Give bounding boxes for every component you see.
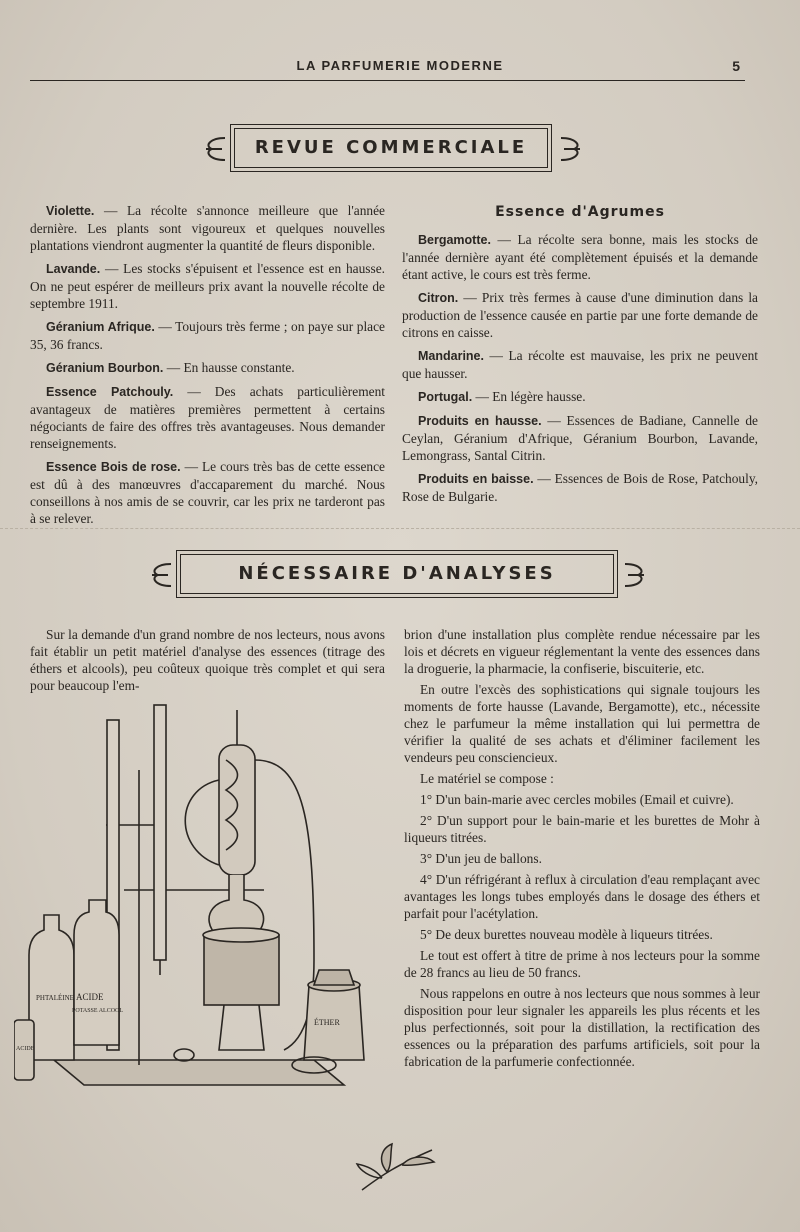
revue-right-column <box>402 204 758 511</box>
agrumes-entry <box>402 388 758 406</box>
analyses-paragraph: 4° D'un réfrigérant à reflux à circulation d'eau remplaçant avec avantages les longs tubes employés dans le dosage des éthers et parfait pour l'acétylation. <box>404 872 760 921</box>
entry-term: Produits en baisse. <box>418 472 534 486</box>
entry-term: Géranium Bourbon. <box>46 361 164 375</box>
entry-term: Lavande. <box>46 262 101 276</box>
page-fold <box>0 528 800 529</box>
agrumes-entry <box>402 289 758 341</box>
entry-text: — La récolte sera bonne, mais les stocks de l'année dernière ayant été complètement épuisés et la demande étant active, le cours est très ferme. <box>402 232 758 282</box>
entry-text: — Prix très fermes à cause d'une diminution dans la production de l'essence causée en partie par une forte demande de citrons en caisse. <box>402 290 758 340</box>
entry-term: Violette. <box>46 204 95 218</box>
analyses-intro <box>30 626 385 700</box>
revue-left-entry <box>30 458 385 527</box>
entry-term: Essence Bois de rose. <box>46 460 181 474</box>
analyses-paragraph: Le matériel se compose : <box>420 771 554 786</box>
section-banner-analyses: NÉCESSAIRE D'ANALYSES <box>180 554 614 594</box>
bottle-label-acide: ACIDE <box>76 992 104 1002</box>
entry-term: Mandarine. <box>418 349 484 363</box>
agrumes-entry <box>402 412 758 464</box>
bottle-label-potasse: POTASSE ALCOOL <box>72 1008 124 1014</box>
running-header: LA PARFUMERIE MODERNE <box>296 58 504 73</box>
entry-term: Citron. <box>418 291 459 305</box>
agrumes-heading: Essence d'Agrumes <box>495 204 665 220</box>
jar-label-ether: ÉTHER <box>314 1018 340 1027</box>
agrumes-entry <box>402 231 758 283</box>
intro-paragraph: Sur la demande d'un grand nombre de nos lecteurs, nous avons fait établir un petit matériel d'analyse des essences (titrage des éthers et alcools), peu coûteux quoique très complet et qui sera pour beaucoup l'em- <box>30 627 385 693</box>
analyses-paragraph: 3° D'un jeu de ballons. <box>420 851 542 866</box>
entry-term: Portugal. <box>418 390 473 404</box>
entry-text: — En légère hausse. <box>472 389 586 404</box>
entry-term: Essence Patchouly. <box>46 385 174 399</box>
floral-fleuron-icon <box>352 1140 442 1195</box>
bottle-label-phtaleine: PHTALÉINE <box>36 994 74 1002</box>
analyses-paragraph: Le tout est offert à titre de prime à nos lecteurs pour la somme de 28 francs au lieu de 50 francs. <box>404 948 760 980</box>
agrumes-entry <box>402 470 758 505</box>
analyses-paragraph: En outre l'excès des sophistications qui signale toujours les moments de forte hausse (Lavande, Bergamotte), etc., nécessite chez le parfumeur la même installation qui lui permettra de vérifier la qualité de ses achats et d'éliminer facilement les vendeurs peu consciencieux. <box>404 682 760 765</box>
entry-text: — La récolte s'annonce meilleure que l'année dernière. Les plants sont vigoureux et quelques nouvelles plantations viendront augmenter la quantité de fleurs disponible. <box>30 203 385 253</box>
revue-left-entry <box>30 202 385 254</box>
analyses-right-column <box>404 626 760 1074</box>
right-ornament-icon <box>556 134 586 169</box>
entry-text: — Des achats particulièrement avantageux de matières premières permettent à certains négociants de faire des offres très avantageuses. Nous demander renseignements. <box>30 384 385 451</box>
analyses-paragraph: 2° D'un support pour le bain-marie et les burettes de Mohr à liqueurs titrées. <box>404 813 760 845</box>
revue-left-column <box>30 202 385 533</box>
entry-term: Géranium Afrique. <box>46 320 155 334</box>
bottle-label-acide-small: ACIDE <box>16 1046 35 1052</box>
entry-term: Produits en hausse. <box>418 414 542 428</box>
entry-text: — La récolte est mauvaise, les prix ne peuvent que hausser. <box>402 348 758 381</box>
revue-left-entry <box>30 383 385 452</box>
entry-text: — Toujours très ferme ; on paye sur place 35, 36 francs. <box>30 319 386 352</box>
analyses-paragraph: Nous rappelons en outre à nos lecteurs que nous sommes à leur disposition pour leur signaler les appareils les plus récents et les plus perfectionnés, soit pour la distillation, la rectification des essences ou la préparation des parfums artificiels, soit pour la fabrication de la parfumerie confectionnée. <box>404 986 760 1069</box>
entry-text: — Essences de Badiane, Cannelle de Ceylan, Géranium d'Afrique, Géranium Bourbon, Lavande, Lemongrass, Santal Citrin. <box>402 413 758 463</box>
analyses-paragraph: 5° De deux burettes nouveau modèle à liqueurs titrées. <box>420 927 713 942</box>
left-ornament-icon <box>200 134 230 169</box>
entry-text: — Le cours très bas de cette essence est dû à des manœuvres d'accaparement du marché. Nous conseillons à nos amis de se couvrir, car les prix ne tarderont pas à se relever. <box>30 459 385 526</box>
revue-left-entry <box>30 318 385 353</box>
analyses-paragraph: brion d'une installation plus complète rendue nécessaire par les lois et décrets en vigueur réglementant la vente des essences dans la droguerie, la pharmacie, la confiserie, biscuiterie, etc. <box>404 627 760 676</box>
entry-text: — Essences de Bois de Rose, Patchouly, Rose de Bulgarie. <box>402 471 758 504</box>
lab-apparatus-illustration <box>14 700 384 1105</box>
entry-text: — En hausse constante. <box>163 360 295 375</box>
revue-left-entry <box>30 359 385 377</box>
section-banner-revue: REVUE COMMERCIALE <box>234 128 548 168</box>
entry-text: — Les stocks s'épuisent et l'essence est en hausse. On ne peut espérer de meilleurs prix avant la nouvelle récolte de septembre 1911. <box>30 261 385 311</box>
entry-term: Bergamotte. <box>418 233 491 247</box>
header-rule <box>30 80 745 81</box>
right-ornament-icon-2 <box>620 560 650 595</box>
left-ornament-icon-2 <box>146 560 176 595</box>
analyses-paragraph: 1° D'un bain-marie avec cercles mobiles (Email et cuivre). <box>420 792 734 807</box>
revue-left-entry <box>30 260 385 312</box>
agrumes-entry <box>402 347 758 382</box>
page-number: 5 <box>732 58 740 74</box>
